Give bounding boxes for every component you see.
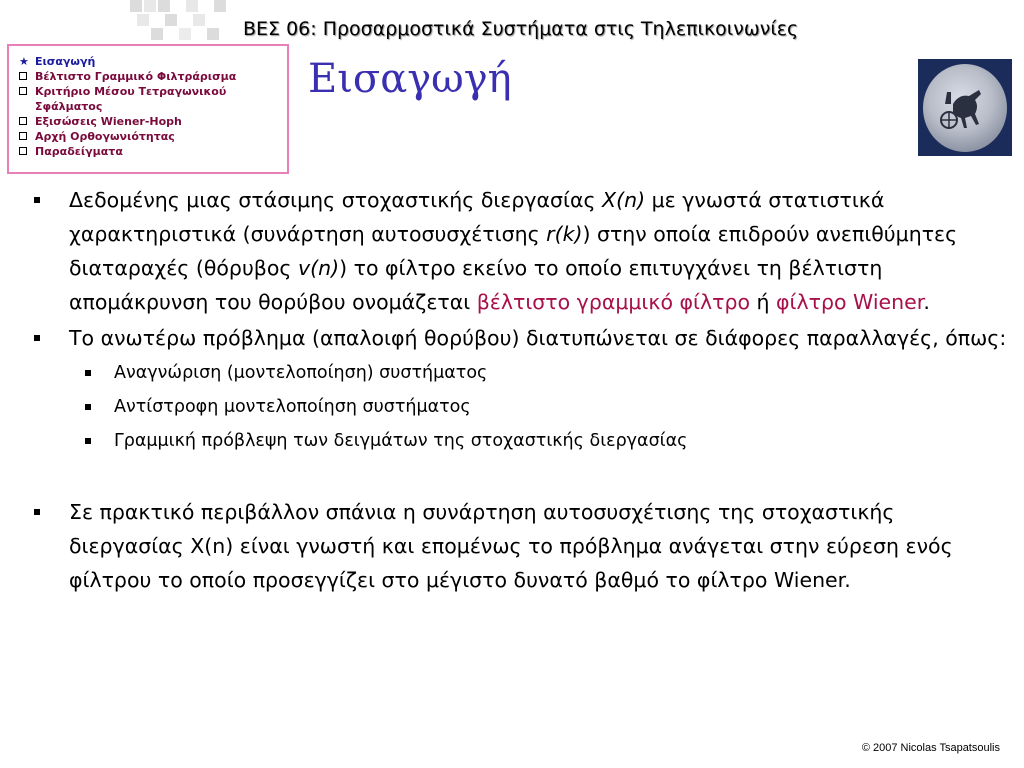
term-optimal-linear-filter: βέλτιστο γραμμικό φίλτρο — [476, 290, 750, 314]
toc-item-label: Εξισώσεις Wiener-Hoph — [35, 115, 182, 128]
toc-item[interactable] — [19, 99, 281, 114]
bullet-variants: Το ανωτέρω πρόβλημα (απαλοιφή θορύβου) διατυπώνεται σε διάφορες παραλλαγές, όπως: — [32, 321, 1012, 355]
checkbox-icon — [19, 117, 27, 125]
slide-content — [32, 183, 1012, 597]
slide-title: Εισαγωγή — [308, 56, 512, 102]
term-wiener-filter: φίλτρο Wiener — [776, 290, 924, 314]
table-of-contents — [7, 44, 289, 174]
sub-bullet-list — [32, 361, 1012, 453]
bullet-practical: Σε πρακτικό περιβάλλον σπάνια η συνάρτηση αυτοσυσχέτισης της στοχαστικής διεργασίας X(n) είναι γνωστή και επομένως το πρόβλημα ανάγεται στην εύρεση ενός φίλτρου το οποίο προσεγγίζει στο μέγιστο δυνατό βαθμό το φίλτρο Wiener. — [32, 495, 1012, 597]
toc-item[interactable] — [19, 54, 281, 69]
star-icon: ★ — [19, 55, 29, 68]
toc-item[interactable] — [19, 114, 281, 129]
toc-item[interactable] — [19, 129, 281, 144]
toc-item-label: Αρχή Ορθογωνιότητας — [35, 130, 175, 143]
toc-item-label: Κριτήριο Μέσου Τετραγωνικού — [35, 85, 227, 98]
bullet-definition: Δεδομένης μιας στάσιμης στοχαστικής διεργασίας X(n) με γνωστά στατιστικά χαρακτηριστικά (συνάρτηση αυτοσυσχέτισης r(k)) στην οποία επιδρούν ανεπιθύμητες διαταραχές (θόρυβος v(n)) το φίλτρο εκείνο το οποίο επιτυγχάνει τη βέλτιστη απομάκρυνση του θορύβου ονομάζεται βέλτιστο γραμμικό φίλτρο ή φίλτρο Wiener. — [32, 183, 1012, 319]
toc-item[interactable] — [19, 69, 281, 84]
coin-image — [923, 64, 1007, 152]
sub-bullet-item: Γραμμική πρόβλεψη των δειγμάτων της στοχαστικής διεργασίας — [32, 429, 1012, 453]
toc-item[interactable] — [19, 84, 281, 99]
checkbox-icon — [19, 147, 27, 155]
checkbox-icon — [19, 87, 27, 95]
toc-item-label: Παραδείγματα — [35, 145, 123, 158]
sub-bullet-item: Αντίστροφη μοντελοποίηση συστήματος — [32, 395, 1012, 419]
coin-logo — [918, 59, 1012, 156]
toc-item-label: Εισαγωγή — [35, 55, 96, 68]
toc-item-label: Σφάλματος — [35, 100, 103, 113]
sub-bullet-item: Αναγνώριση (μοντελοποίηση) συστήματος — [32, 361, 1012, 385]
copyright-footer: © 2007 Nicolas Tsapatsoulis — [861, 742, 1000, 754]
toc-item[interactable] — [19, 144, 281, 159]
checkbox-icon — [19, 72, 27, 80]
chariot-icon — [923, 64, 1007, 152]
checkbox-icon — [19, 132, 27, 140]
course-title: ΒΕΣ 06: Προσαρμοστικά Συστήματα στις Τηλεπικοινωνίες — [243, 18, 799, 40]
toc-item-label: Βέλτιστο Γραμμικό Φιλτράρισμα — [35, 70, 237, 83]
